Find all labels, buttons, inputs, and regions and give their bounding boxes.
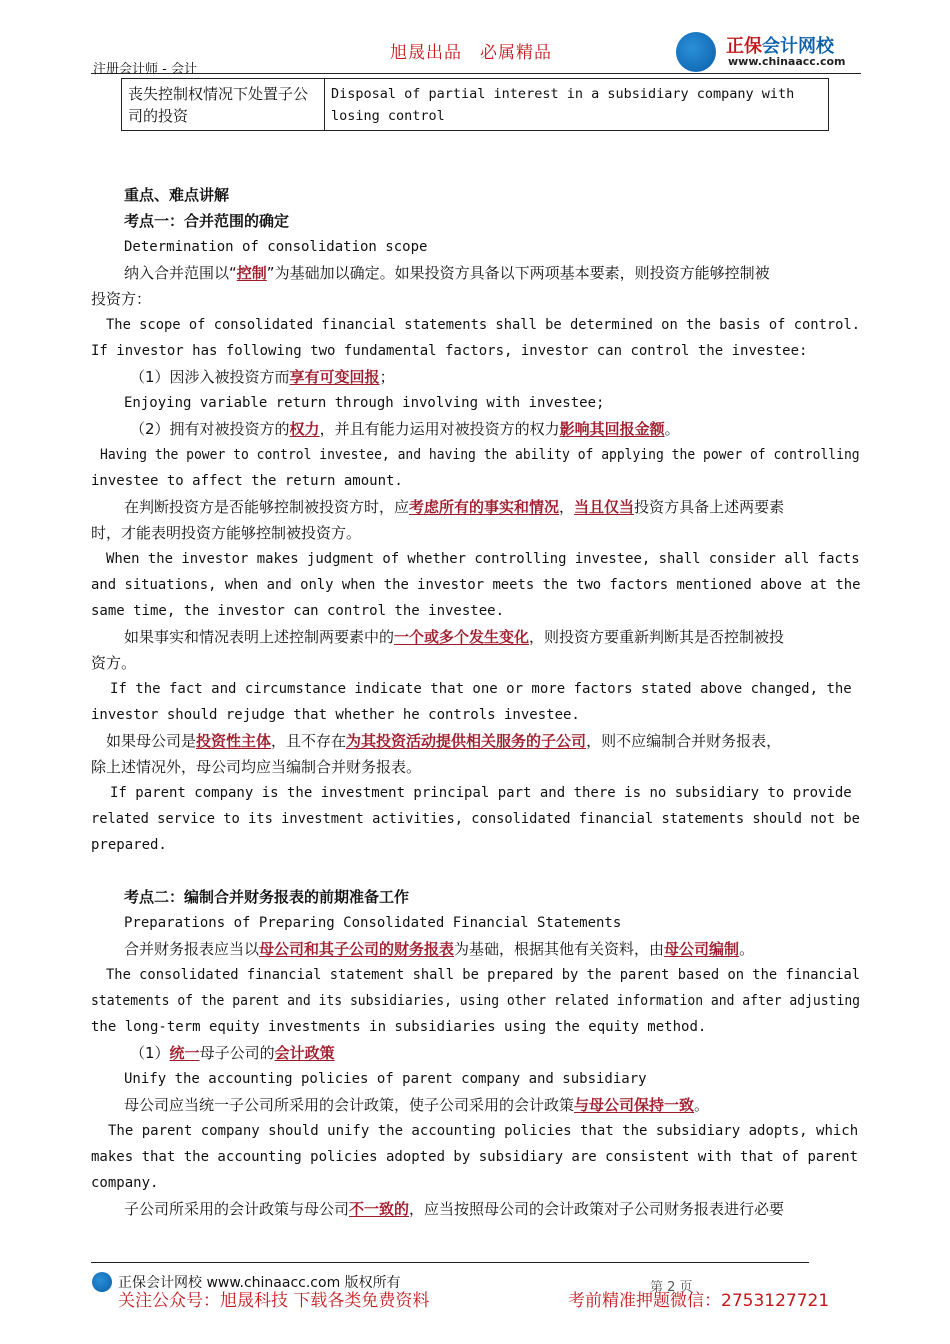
text-segment: Determination of consolidation scope: [124, 239, 428, 255]
text-segment: 如果事实和情况表明上述控制两要素中的: [124, 628, 395, 646]
text-line: [124, 1199, 784, 1219]
text-segment: The scope of consolidated financial statements shall be determined on the basis of control.: [106, 317, 861, 333]
text-segment: 。: [739, 940, 755, 958]
text-segment: 时，才能表明投资方能够控制被投资方。: [91, 524, 362, 542]
text-line: [91, 1173, 158, 1193]
highlighted-term: 影响其回报金额: [559, 420, 665, 438]
text-line: [124, 1069, 647, 1089]
text-line: [91, 341, 807, 361]
highlighted-term: 当且仅当: [574, 498, 635, 516]
text-line: [124, 185, 229, 205]
text-segment: Enjoying variable return through involving with investee;: [124, 395, 605, 411]
highlighted-term: 与母公司保持一致: [574, 1096, 695, 1114]
glossary-cell-english: Disposal of partial interest in a subsidiary company with losing control: [331, 86, 795, 124]
highlighted-term: 母公司和其子公司的财务报表: [259, 940, 455, 958]
text-line: [124, 497, 784, 517]
text-segment: 考点二：编制合并财务报表的前期准备工作: [124, 888, 410, 906]
text-line: [91, 809, 860, 829]
text-segment: 除上述情况外，母公司均应当编制合并财务报表。: [91, 758, 422, 776]
text-segment: investor should rejudge that whether he controls investee.: [91, 707, 580, 723]
highlighted-term: 不一致的: [349, 1200, 410, 1218]
text-segment: 母公司应当统一子公司所采用的会计政策，使子公司采用的会计政策: [124, 1096, 575, 1114]
logo-url: www.chinaacc.com: [728, 55, 846, 68]
text-line: [91, 835, 167, 855]
text-line: [91, 575, 860, 595]
highlighted-term: 享有可变回报: [289, 368, 380, 386]
text-line: [106, 731, 781, 751]
text-line: [124, 913, 621, 933]
footer-copyright: 正保会计网校 www.chinaacc.com 版权所有: [118, 1275, 401, 1291]
highlighted-term: 统一: [169, 1044, 200, 1062]
text-segment: 纳入合并范围以“: [124, 264, 237, 282]
text-line: [124, 627, 784, 647]
highlighted-term: 为其投资活动提供相关服务的子公司: [346, 732, 587, 750]
text-line: [91, 601, 504, 621]
text-segment: the long-term equity investments in subsidiaries using the equity method.: [91, 1019, 707, 1035]
logo-brand: 正保会计网校: [726, 36, 834, 57]
text-segment: （1）: [130, 1044, 170, 1062]
header-divider: [91, 73, 861, 74]
text-segment: 投资方：: [91, 290, 152, 308]
text-segment: （2）拥有对被投资方的: [130, 420, 290, 438]
glossary-table-row: [121, 78, 829, 131]
text-line: [124, 263, 770, 283]
header-slogan: 旭晟出品 必属精品: [390, 43, 552, 63]
text-segment: The parent company should unify the accounting policies that the subsidiary adopts, which: [108, 1123, 859, 1139]
text-segment: 母子公司的: [199, 1044, 275, 1062]
glossary-cell-chinese: 丧失控制权情况下处置子公司的投资: [122, 79, 325, 130]
text-line: [91, 757, 421, 777]
text-segment: 考点一：合并范围的确定: [124, 212, 290, 230]
logo-icon: [676, 32, 716, 72]
text-line: [110, 783, 852, 803]
text-line: [130, 1043, 335, 1063]
text-segment: 合并财务报表应当以: [124, 940, 260, 958]
text-line: [91, 289, 151, 309]
text-segment: Unify the accounting policies of parent company and subsidiary: [124, 1071, 647, 1087]
text-line: [91, 653, 136, 673]
text-line: [124, 393, 604, 413]
text-segment: When the investor makes judgment of whether controlling investee, shall consider all facts: [106, 551, 860, 567]
text-segment: 如果母公司是: [106, 732, 197, 750]
highlighted-term: 一个或多个发生变化: [394, 628, 530, 646]
text-segment: ，则不应编制合并财务报表，: [586, 732, 782, 750]
text-segment: statements of the parent and its subsidiaries, using other related information and after adjusting: [91, 993, 861, 1009]
text-line: [106, 549, 860, 569]
text-segment: 投资方具备上述两要素: [634, 498, 785, 516]
text-line: [100, 445, 860, 465]
page-number: 第 2 页: [650, 1280, 693, 1295]
text-segment: and situations, when and only when the investor meets the two factors mentioned above at the: [91, 577, 861, 593]
course-title: 注册会计师 - 会计: [93, 62, 197, 77]
text-segment: same time, the investor can control the investee.: [91, 603, 505, 619]
text-segment: ，并且有能力运用对被投资方的权力: [319, 420, 560, 438]
footer-logo-icon: [92, 1272, 112, 1292]
text-segment: ，且不存在: [271, 732, 347, 750]
highlighted-term: 会计政策: [274, 1044, 335, 1062]
highlighted-term: 考虑所有的事实和情况: [409, 498, 560, 516]
text-segment: If the fact and circumstance indicate that one or more factors stated above changed, the: [110, 681, 852, 697]
text-line: [130, 367, 395, 387]
text-line: [110, 679, 852, 699]
text-segment: 子公司所采用的会计政策与母公司: [124, 1200, 350, 1218]
text-segment: 。: [664, 420, 680, 438]
text-line: [124, 237, 427, 257]
text-segment: Preparations of Preparing Consolidated Financial Statements: [124, 915, 622, 931]
promo-left: 关注公众号：旭晟科技 下载各类免费资料: [118, 1291, 430, 1311]
text-line: [124, 1095, 709, 1115]
text-segment: Having the power to control investee, and having the ability of applying the power of controlling: [100, 447, 860, 463]
text-segment: ，应当按照母公司的会计政策对子公司财务报表进行必要: [409, 1200, 785, 1218]
text-line: [124, 887, 409, 907]
text-line: [91, 991, 860, 1011]
text-segment: company.: [91, 1175, 159, 1191]
text-segment: ；: [379, 368, 395, 386]
text-segment: investee to affect the return amount.: [91, 473, 403, 489]
promo-right: 考前精准押题微信：2753127721: [568, 1291, 830, 1311]
highlighted-term: 权力: [289, 420, 320, 438]
text-line: [124, 211, 289, 231]
text-line: [91, 705, 580, 725]
footer-divider: [91, 1262, 809, 1263]
text-line: [108, 1121, 858, 1141]
text-line: [91, 1147, 858, 1167]
text-line: [124, 939, 754, 959]
text-segment: 为基础，根据其他有关资料，由: [454, 940, 665, 958]
text-segment: ，: [559, 498, 575, 516]
text-line: [130, 419, 680, 439]
text-line: [106, 315, 860, 335]
text-segment: If investor has following two fundamental factors, investor can control the investee:: [91, 343, 808, 359]
text-segment: ”为基础加以确定。如果投资方具备以下两项基本要素，则投资方能够控制被: [266, 264, 770, 282]
text-segment: 资方。: [91, 654, 137, 672]
text-line: [91, 523, 361, 543]
text-segment: related service to its investment activities, consolidated financial statements should not be: [91, 811, 860, 827]
highlighted-term: 控制: [236, 264, 267, 282]
highlighted-term: 投资性主体: [196, 732, 272, 750]
text-line: [91, 471, 403, 491]
text-segment: 。: [694, 1096, 710, 1114]
text-segment: prepared.: [91, 837, 167, 853]
text-line: [91, 1017, 706, 1037]
text-segment: ，则投资方要重新判断其是否控制被投: [529, 628, 785, 646]
text-segment: If parent company is the investment principal part and there is no subsidiary to provide: [110, 785, 852, 801]
text-segment: 重点、难点讲解: [124, 186, 230, 204]
text-segment: makes that the accounting policies adopted by subsidiary are consistent with that of parent: [91, 1149, 859, 1165]
brand-logo: [676, 30, 866, 72]
text-segment: The consolidated financial statement shall be prepared by the parent based on the financial: [106, 967, 861, 983]
text-segment: 在判断投资方是否能够控制被投资方时，应: [124, 498, 410, 516]
highlighted-term: 母公司编制: [664, 940, 740, 958]
text-segment: （1）因涉入被投资方而: [130, 368, 290, 386]
text-line: [106, 965, 860, 985]
